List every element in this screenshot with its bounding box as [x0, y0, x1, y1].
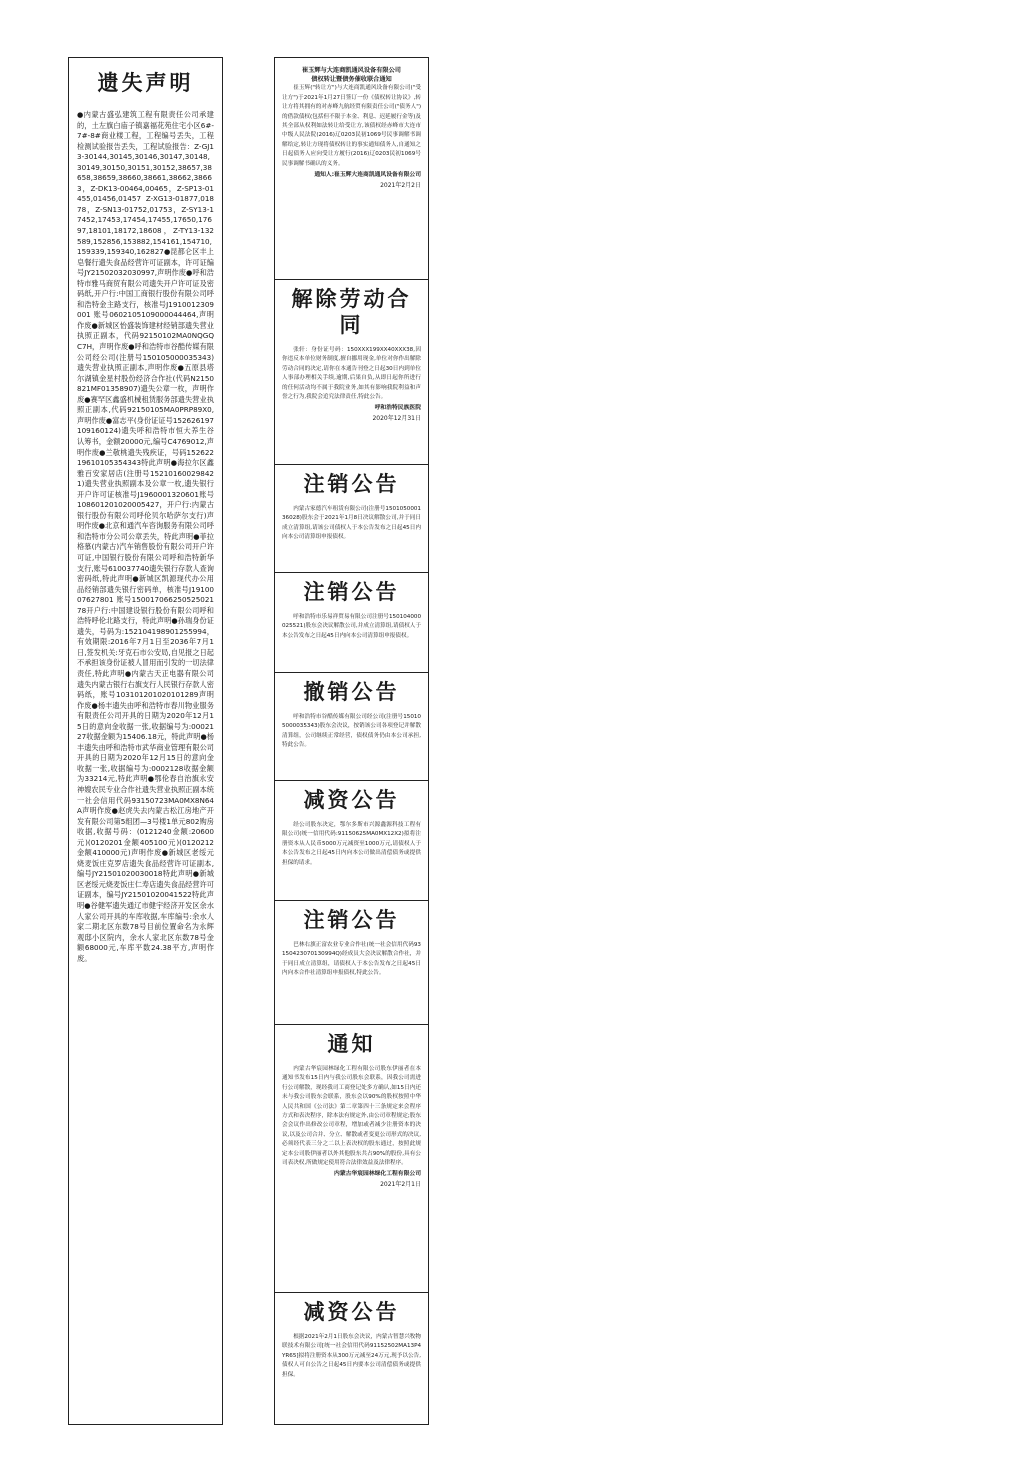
debt-transfer-body: 崔玉辉("转让方")与大连商凯通风设备有限公司("受让方")于2021年1月27日签订一份《债权转让协议》,转让方将其拥有的对赤峰九航经贸有限责任公司("债务人")的借款债权(包括但不限于本金、利息、迟延履行金等)及其全部从权利如法转让给受让方,该债权经赤峰市大连市中级人民法院(2016)辽0203民初1069号民事调解书调解给定,转让方现将债权转让的事实通知债务人,自通知之日起债务人应向受让方履行(2016)辽0203民初1069号民事调解书确认的义务。: [282, 85, 421, 167]
labor-contract-date: 2020年12月31日: [372, 415, 421, 423]
capital-reduction-1-title: 减资公告: [303, 788, 400, 812]
debt-transfer-heading-1: 崔玉辉与大连商凯通风设备有限公司: [302, 67, 401, 74]
capital-reduction-2-body: 根据2021年2月1日股东会决议，内蒙古智慧兴牧物联技术有限公司[统一社会信用代码91152502MA13P4YR65]拟将注册资本从300万元减至24万元,现予以公告,债权人可自公告之日起45日内要本公司清偿债务或提供担保。: [282, 1334, 421, 1378]
lost-statement-column: [68, 57, 223, 1425]
lost-statement-title: 遗失声明: [97, 71, 194, 95]
debt-transfer-date: 2021年2月2日: [380, 182, 421, 190]
capital-reduction-2-title: 减资公告: [303, 1300, 400, 1324]
shareholder-notification: [275, 1025, 428, 1293]
notification-date: 2021年2月1日: [380, 1181, 421, 1189]
cancellation-2-title: 注销公告: [303, 580, 400, 604]
notification-signature: 内蒙古华宸园林绿化工程有限公司: [334, 1171, 421, 1178]
announcements-column: [274, 57, 429, 1425]
notification-title: 通知: [327, 1032, 376, 1056]
revocation-body: 呼和浩特市谷酷传媒有限公司经公司(注册号150105000035343)股东会决议，按销该公司各项登记并解散清算组，公司继续正常经营，债权债务仍由本公司承担,特此公告。: [282, 714, 421, 749]
labor-contract-notice: [275, 280, 428, 465]
debt-transfer-notice: [275, 58, 428, 280]
cancellation-notice-2: [275, 573, 428, 673]
cancellation-3-title: 注销公告: [303, 908, 400, 932]
cancellation-notice-3: [275, 901, 428, 1025]
capital-reduction-1-body: 经公司股东决定，鄂尔多斯市兴源鑫源科技工程有限公司(统一信用代码:91150625MA0MX12X2)拟将注册资本从人民币5000万元减资至1000万元,请债权人于本公告发布之日起45日内向本公司做出清偿债务或提供担保的请求。: [282, 822, 421, 866]
revocation-notice: [275, 673, 428, 781]
cancellation-3-body: 巴林右旗正富农业专业合作社(统一社会信用代码93150423070130994Q)经成员大会决议解散合作社，并于同日成立清算组，请债权人于本公告发布之日起45日内向本合作社清算组申报债权,特此公告。: [282, 942, 421, 977]
labor-contract-signature: 呼和浩特民族医院: [374, 405, 421, 412]
labor-contract-body: 张轩：身份证号码：150XXX199XX40XXX38,因你违反本单位财务制度,擅自挪用现金,单位对你作出解除劳动合同的决定,请你在本通告刊登之日起30日内到单位人事部办理相关手续,逾期,后果自负,从即日起你所进行的任何活动均不属于我院业务,如其有影响我院利益和声誉之行为,我院会追究法律责任,特此公告。: [282, 347, 421, 401]
revocation-title: 撤销公告: [303, 680, 400, 704]
debt-transfer-heading-2: 债权转让暨债务催收联合通知: [311, 76, 392, 84]
cancellation-1-title: 注销公告: [303, 472, 400, 496]
cancellation-2-body: 呼和浩特市乐易祥贸易有限公司注册号150104000025521)股东会决议解散公司,并成立清算组,请债权人于本公告发布之日起45日内向本公司清算组申报债权。: [282, 614, 421, 639]
debt-transfer-signature: 通知人:崔玉辉大连商凯通风设备有限公司: [314, 172, 421, 179]
labor-contract-title: 解除劳动合同: [291, 287, 412, 337]
capital-reduction-notice-1: [275, 781, 428, 901]
cancellation-1-body: 内蒙古家德汽车租赁有限公司(注册号150105000136028)股东会于2021年1月8日决议解散公司,并于同日成立清算组,请该公司债权人于本公告发布之日起45日内向本公司清算组申报债权。: [282, 506, 421, 541]
cancellation-notice-1: [275, 465, 428, 573]
notification-body: 内蒙古华宸园林绿化工程有限公司股东伊丽者在本通知书发布15日内与我公司股东会联系，因我公司需进行公司解散，现经我司工商登记处多方确认,如15日内还未与我公司股东会联系，股东会以90%的股权按照中华人民共和国《公司法》第二章第四十三条规定来会程序方式和表决程序，除本法有规定外,由公司章程规定;股东会会议作出修改公司章程，增加或者减少注册资本的决议,以及公司合并、分立、解散或者变更公司形式的决议,必须经代表三分之二以上表决权的股东通过，按照此规定本公司股伊丽者以外其他股东共占90%的股份,具有公司表决权,所做规定使用符合法律效益及法律程序。: [282, 1066, 421, 1167]
capital-reduction-notice-2: [275, 1293, 428, 1424]
lost-statement-body: ●内蒙古盛弘建筑工程有限责任公司承建的，土左旗白庙子镇嘉福花苑住宅小区6#-7#-8#商业楼工程，工程编号丢失，工程检测试验报告丢失，工程试验报告：Z-GJ13-30144,30145,30146,30147,30148,30149,30150,30151,30152,38657,38658,38659,38660,38661,38662,38663，Z-DK13-00464,00465，Z-SP13-01455,01456,01457 Z-XG13-01877,01878，Z-SN13-01752,01753，Z-SY13-17452,17453,17454,17455,17650,17697,18101,18172,18608，Z-TY13-132589,152856,153882,154161,154710,159339,159340,162827●昆都仑区丰上皂餐行遗失食品经营许可证副本，许可证编号JY21502032030997,声明作废●呼和浩特市雅马商贸有限公司遗失开户许可证及密码纸,开户行:中国工商银行股份有限公司呼和浩特金主路支行，核准号J1910012309001 账号0602105109000044464,声明作废●新城区怡盛装饰建材经销部遗失营业执照正副本，代码92150102MA0NQGQC7H，声明作废●呼和浩特市谷酷传媒有限公司经公司(注册号150105000035343)遗失营业执照正副本,声明作废●五原县塔尔湖镇金星村股份经济合作社(代码N2150821MF01358907)遗失公章一枚，声明作废●赛罕区鑫盛机械租赁服务部遗失营业执照正副本,代码92150105MA0PRP89X0,声明作废●富志平(身份证证号152626197109160124)遗失呼和浩特市恒大养生谷认筹书，金额20000元,编号C4769012,声明作废●兰敬桃遗失残疾证，号码15262219610105354343特此声明●海拉尔区鑫雅百安家居店(注册号152101600298421)遗失营业执照副本及公章一枚,遗失银行开户许可证核准号J1960001320601账号108601201020005427，开户行:内蒙古银行股份有限公司呼伦贝尔哈萨尔支行)声明作废●北京和通汽车咨询服务有限公司呼和浩特市分公司公章丢失，特此声明●菲拉格慕(内蒙古)汽车销售股份有限公司开户许可证,中国银行股份有限公司呼和浩特新华支行,账号610037740遗失银行存款人查询密码纸,特此声明●新城区凯源现代办公用品经销部遗失银行密码单，核准号J1910007627801 账号15001706625052502178开户行:中国建设银行股份有限公司呼和浩特呼伦北路支行，特此声明●孙瑞身份证遗失，号码为:152104198901255994，有效期限:2016年7月1日至2036年7月1日,签发机关:牙克石市公安局,自见报之日起不承担该身份证被人冒用而引发的一切法律责任,特此声明●内蒙古天正电器有限公司遗失内蒙古银行右旗支行人民银行存款人密码纸，账号103101201020101289声明作废●杨丰遗失由呼和浩特市春川物业服务有限责任公司开具的日期为2020年12月15日的意向金收据一张,收据编号为:0002127收据金额为15406.18元，特此声明●杨丰遗失由呼和浩特市武华商业管理有限公司开具的日期为2020年12月15日的意向金收据一张,收据编号为:0002128收据金额为33214元,特此声明●鄂伦春自治旗永安神嫂农民专业合作社遗失营业执照正副本统一社会信用代码93150723MA0MX8N64A声明作废●赵虎失去内蒙古松江房地产开发有限公司第5组团—3号楼1单元802购房收据,收据号码：(0121240金额:20600元)(0120201金额405100元)(0120212金额410000元)声明作废●新城区老绥元烧麦饭庄克罗店遗失食品经营许可证副本,编号JY21501020030018特此声明●新城区老绥元烧麦饭庄仁寿店遗失食品经营许可证副本，编号JY21501020041522特此声明●谷健军遗失通辽市健宇经济开发区余水人家公司开具的车库收据,车库编号:余水人家二期北区东数78号目前位置命名为永辉观邸小区院内，余水人家北区东数78号金额68000元,车库平数24.38平方,声明作废。: [77, 110, 214, 963]
